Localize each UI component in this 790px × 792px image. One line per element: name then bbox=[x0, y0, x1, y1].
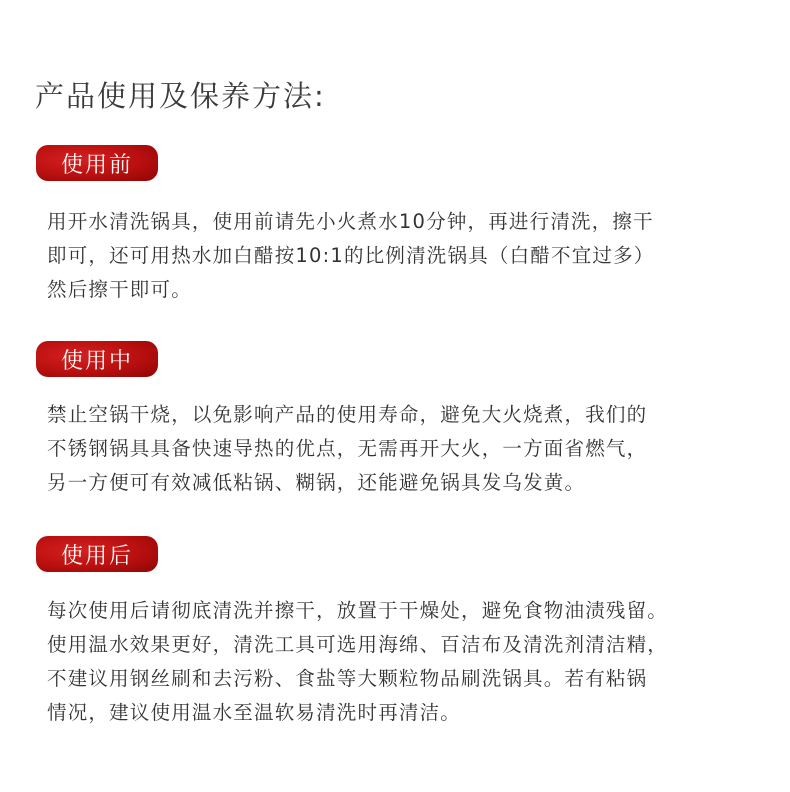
page-title: 产品使用及保养方法: bbox=[35, 79, 326, 113]
section-badge-label: 使用前 bbox=[60, 152, 133, 178]
text-line: 不建议用钢丝刷和去污粉、食盐等大颗粒物品刷洗锅具。若有粘锅 bbox=[47, 667, 648, 690]
text-line: 使用温水效果更好，清洗工具可选用海绵、百洁布及清洗剂清洁精， bbox=[47, 633, 669, 656]
section-text-before-use bbox=[47, 205, 767, 307]
text-line: 即可，还可用热水加白醋按10:1的比例清洗锅具（白醋不宜过多） bbox=[47, 244, 655, 267]
text-line: 另一方便可有效减低粘锅、糊锅，还能避免锅具发乌发黄。 bbox=[47, 471, 586, 494]
text-line: 用开水清洗锅具，使用前请先小火煮水10分钟，再进行清洗，擦干 bbox=[47, 210, 654, 233]
section-badge-after-use bbox=[36, 536, 158, 572]
text-line: 每次使用后请彻底清洗并擦干，放置于干燥处，避免食物油渍残留。 bbox=[47, 599, 669, 622]
section-badge-label: 使用中 bbox=[60, 348, 133, 374]
section-text-during-use bbox=[47, 398, 767, 500]
text-line: 情况，建议使用温水至温软易清洗时再清洁。 bbox=[47, 701, 462, 724]
text-line: 禁止空锅干烧，以免影响产品的使用寿命，避免大火烧煮，我们的 bbox=[47, 403, 648, 426]
section-badge-label: 使用后 bbox=[60, 543, 133, 569]
section-badge-before-use bbox=[36, 145, 158, 181]
section-badge-during-use bbox=[36, 341, 158, 377]
text-line: 然后擦干即可。 bbox=[47, 278, 192, 301]
section-text-after-use bbox=[47, 594, 767, 730]
text-line: 不锈钢锅具具备快速导热的优点，无需再开大火，一方面省燃气， bbox=[47, 437, 648, 460]
